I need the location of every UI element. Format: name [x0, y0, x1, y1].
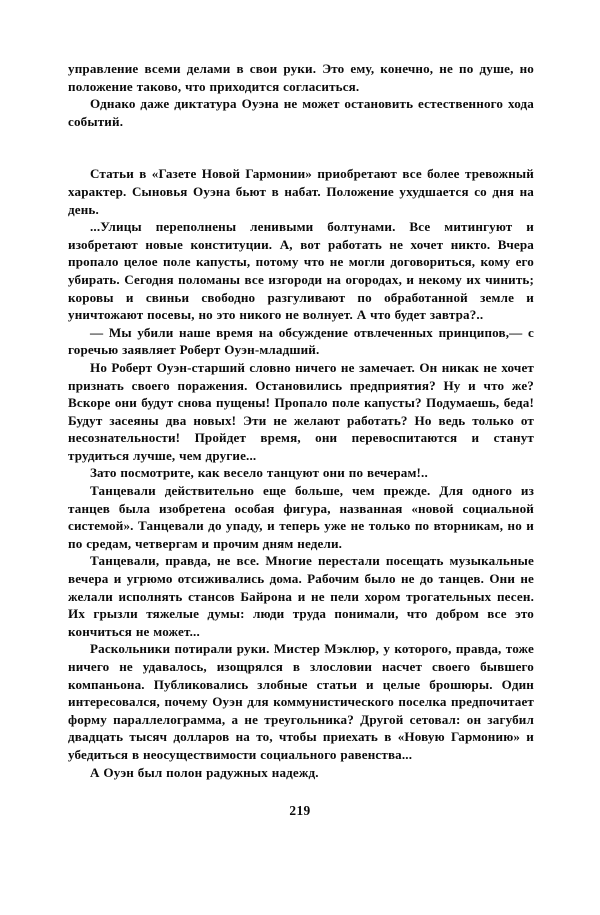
- paragraph: Зато посмотрите, как весело танцуют они по вечерам!..: [90, 465, 428, 481]
- text-section-top: [68, 60, 534, 130]
- page-text-block: [68, 60, 534, 781]
- page-number: 219: [289, 803, 311, 818]
- paragraph: Но Роберт Оуэн-старший словно ничего не замечает. Он никак не хочет признать своего поражения. Остановились предприятия? Ну и что же? Вскоре они будут снова пущены! Пропало поле капусты? Подумаешь, беда! Будут засеяны два новых! Эти не желают работать? Но ведь только от несознательности! Пройдет время, они перевоспитаются и станут трудиться лучше, чем другие...: [68, 359, 534, 463]
- paragraph: управление всеми делами в свои руки. Это ему, конечно, не по душе, но положение таково, что приходится согласиться.: [68, 61, 534, 94]
- text-section-main: [68, 165, 534, 781]
- paragraph: Статьи в «Газете Новой Гармонии» приобретают все более тревожный характер. Сыновья Оуэна бьют в набат. Положение ухудшается со дня на день.: [68, 166, 534, 217]
- paragraph: Танцевали, правда, не все. Многие перестали посещать музыкальные вечера и угрюмо отсиживались дома. Рабочим было не до танцев. Они не желали исполнять стансов Байрона и не пели хором трогательных песен. Их грызли тяжелые думы: люди труда понимали, что добром все это кончиться не может...: [68, 553, 534, 639]
- section-divider-space: [68, 130, 534, 165]
- paragraph: Танцевали действительно еще больше, чем прежде. Для одного из танцев была изобретена особая фигура, названная «новой социальной системой». Танцевали до упаду, и теперь уже не только по вторникам, но и по средам, четвергам и прочим дням недели.: [68, 483, 534, 551]
- paragraph: А Оуэн был полон радужных надежд.: [90, 764, 319, 780]
- paragraph: Однако даже диктатура Оуэна не может остановить естественного хода событий.: [68, 96, 534, 129]
- paragraph: ...Улицы переполнены ленивыми болтунами. Все митингуют и изобретают новые конституции. А, вот работать не хочет никто. Вчера пропало целое поле капусты, потому что не могли договориться, кому его убирать. Сегодня поломаны все изгороди на огородах, и некому их чинить; коровы и свиньи свободно разгуливают по обработанной земле и уничтожают посевы, но это никого не волнует. А что будет завтра?..: [68, 219, 534, 323]
- paragraph: Раскольники потирали руки. Мистер Мэклюр, у которого, правда, тоже ничего не удавалось, изощрялся в злословии насчет своего бывшего компаньона. Публиковались злобные статьи и целые брошюры. Один интересовался, почему Оуэн для коммунистического поселка предпочитает форму параллелограмма, а не треугольника? Другой сетовал: он загубил двадцать тысяч долларов на то, чтобы приехать в «Новую Гармонию» и убедиться в неосуществимости социального равенства...: [68, 641, 534, 762]
- paragraph: — Мы убили наше время на обсуждение отвлеченных принципов,— с горечью заявляет Роберт Оуэн-младший.: [68, 324, 534, 358]
